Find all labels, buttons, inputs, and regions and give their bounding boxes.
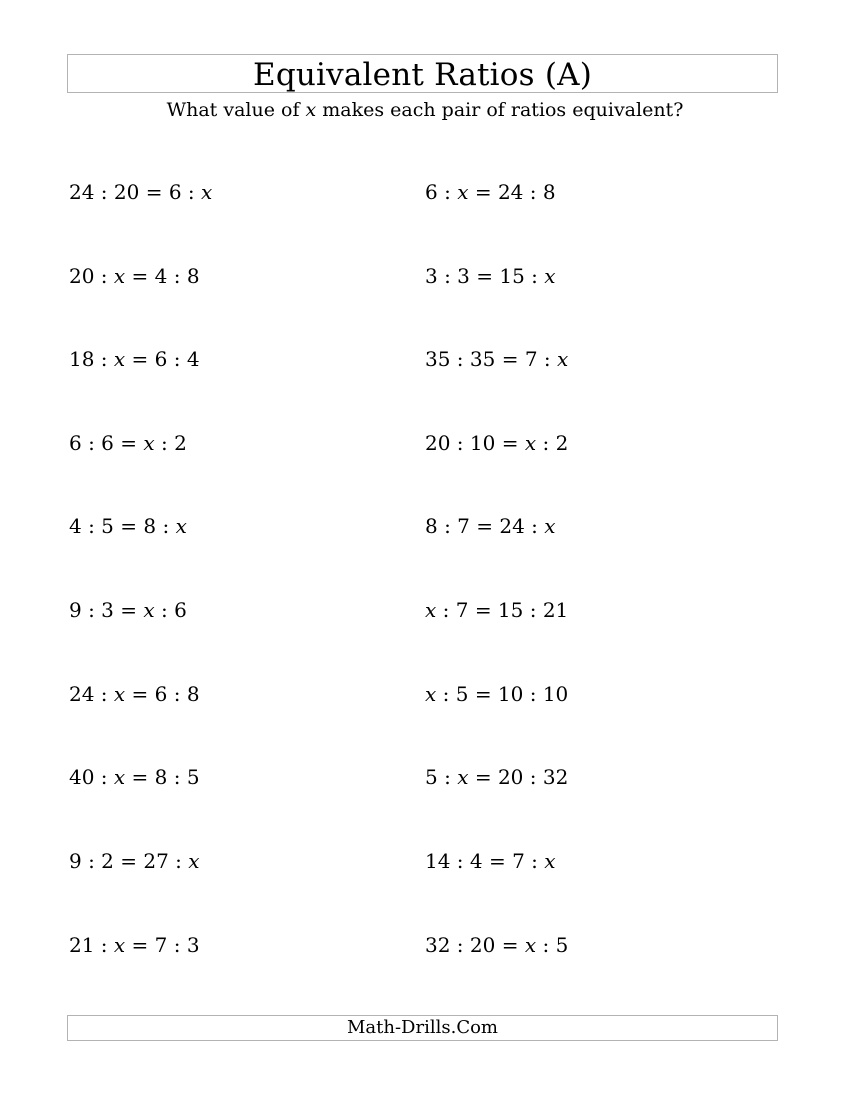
problem-right-9: 14 : 4 = 7 : x [425,849,556,873]
problem-right-6: x : 7 = 15 : 21 [425,598,569,622]
problem-left-1: 24 : 20 = 6 : x [69,180,213,204]
problem-right-4: 20 : 10 = x : 2 [425,431,569,455]
problem-right-3: 35 : 35 = 7 : x [425,347,569,371]
footer-box [67,1015,778,1041]
problem-right-7: x : 5 = 10 : 10 [425,682,569,706]
problem-right-10: 32 : 20 = x : 5 [425,933,569,957]
problem-left-9: 9 : 2 = 27 : x [69,849,200,873]
problem-left-6: 9 : 3 = x : 6 [69,598,187,622]
page-title: Equivalent Ratios (A) [253,57,592,93]
problem-left-4: 6 : 6 = x : 2 [69,431,187,455]
problem-right-5: 8 : 7 = 24 : x [425,514,556,538]
problem-left-3: 18 : x = 6 : 4 [69,347,200,371]
problem-right-2: 3 : 3 = 15 : x [425,264,556,288]
problem-right-8: 5 : x = 20 : 32 [425,765,569,789]
footer-site-name: Math-Drills.Com [346,1017,498,1038]
problem-left-10: 21 : x = 7 : 3 [69,933,200,957]
instructions-text-start: What value of [166,99,306,121]
problem-right-1: 6 : x = 24 : 8 [425,180,556,204]
problem-left-2: 20 : x = 4 : 8 [69,264,200,288]
instructions-variable: x [305,99,317,121]
problem-left-8: 40 : x = 8 : 5 [69,765,200,789]
instructions-text-end: makes each pair of ratios equivalent? [316,99,684,121]
problem-left-7: 24 : x = 6 : 8 [69,682,200,706]
problem-left-5: 4 : 5 = 8 : x [69,514,187,538]
